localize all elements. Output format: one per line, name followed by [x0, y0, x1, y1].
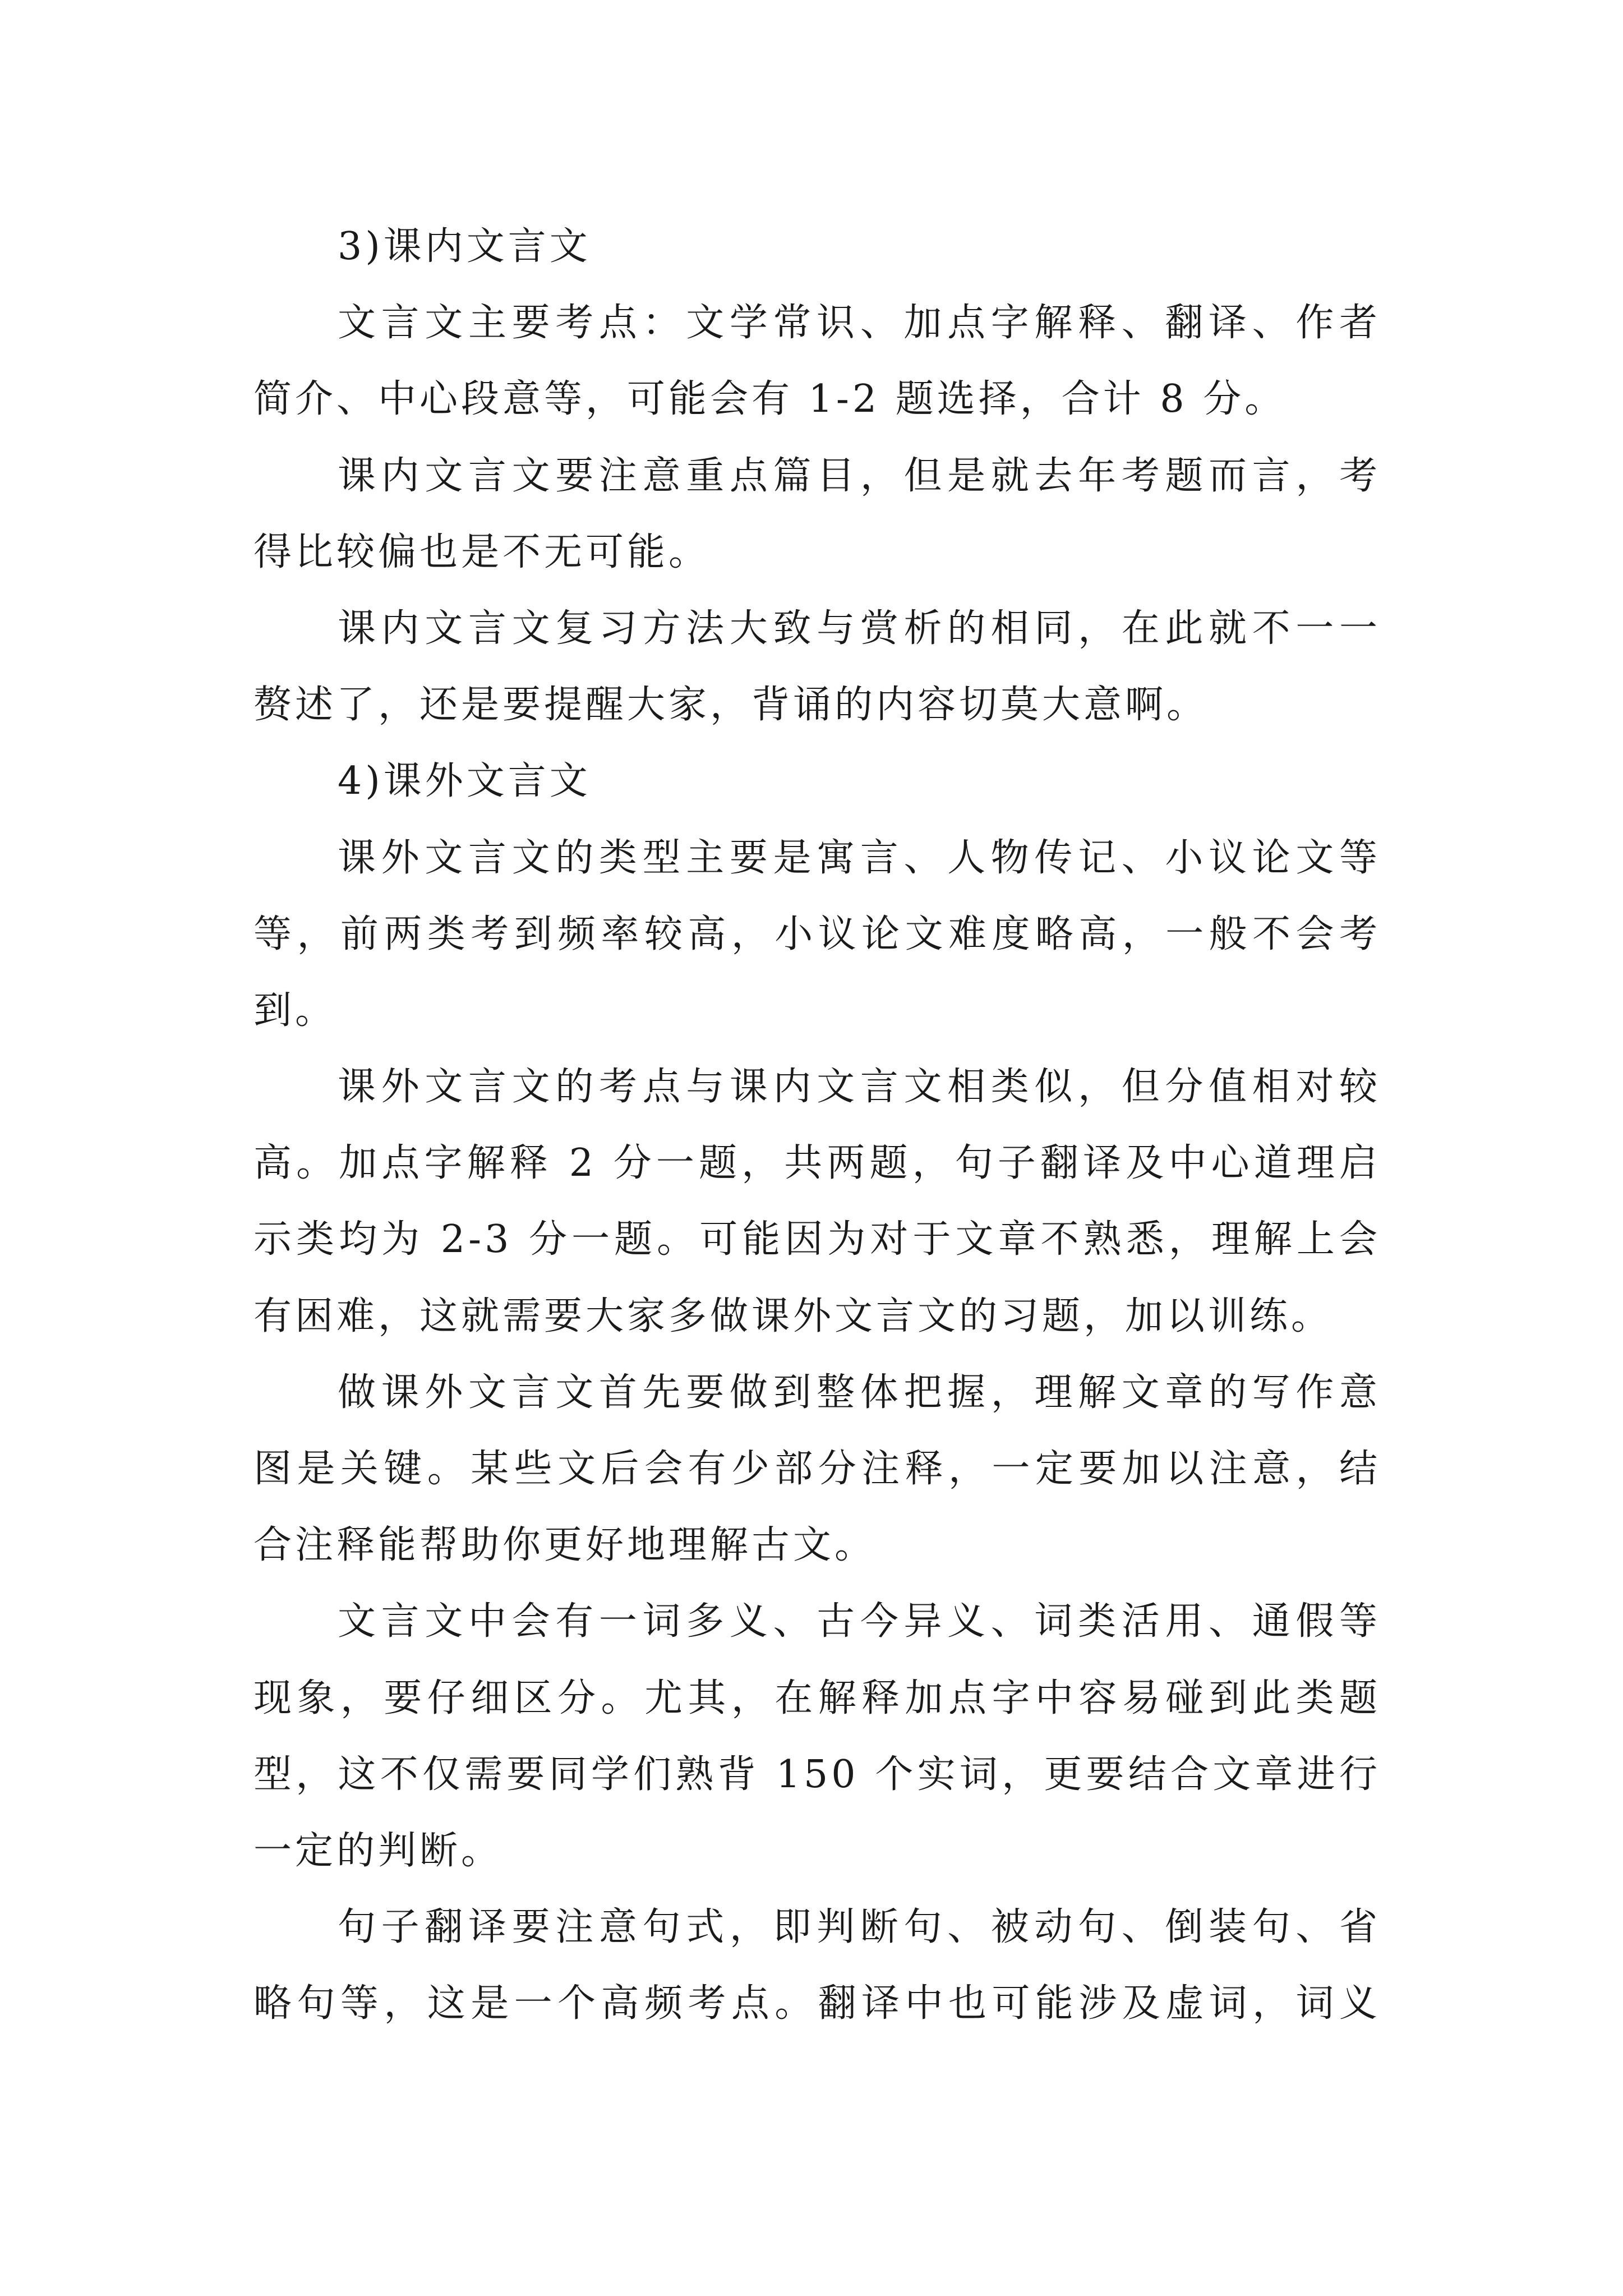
- paragraph: [253, 1584, 1381, 1889]
- heading-kenei-wenyanwen: [253, 209, 1381, 285]
- text-line: 得比较偏也是不无可能。: [253, 530, 711, 574]
- text-line: 课外文言文的类型主要是寓言、人物传记、小议论文等: [338, 835, 1381, 880]
- text-line: 略句等，这是一个高频考点。翻译中也可能涉及虚词，词义: [253, 1981, 1381, 2026]
- text-line: 高。加点字解释 2 分一题，共两题，句子翻译及中心道理启: [253, 1141, 1381, 1186]
- text-line: 文言文中会有一词多义、古今异义、词类活用、通假等: [338, 1599, 1381, 1644]
- text-line: 做课外文言文首先要做到整体把握，理解文章的写作意: [338, 1370, 1381, 1415]
- text-line: 有困难，这就需要大家多做课外文言文的习题，加以训练。: [253, 1294, 1333, 1338]
- paragraph: [253, 438, 1381, 591]
- text-line: 型，这不仅需要同学们熟背 150 个实词，更要结合文章进行: [253, 1752, 1381, 1797]
- paragraph: [253, 1889, 1381, 2042]
- text-line: 文言文主要考点：文学常识、加点字解释、翻译、作者: [338, 301, 1381, 346]
- text-line: 3)课内文言文: [338, 224, 591, 269]
- text-line: 4)课外文言文: [338, 759, 591, 804]
- text-line: 合注释能帮助你更好地理解古文。: [253, 1523, 877, 1568]
- paragraph: [253, 1049, 1381, 1355]
- text-line: 简介、中心段意等，可能会有 1-2 题选择，合计 8 分。: [253, 377, 1287, 422]
- paragraph: [253, 1355, 1381, 1584]
- paragraph: [253, 285, 1381, 438]
- text-line: 课外文言文的考点与课内文言文相类似，但分值相对较: [338, 1065, 1381, 1110]
- text-line: 一定的判断。: [253, 1828, 503, 1873]
- text-line: 赘述了，还是要提醒大家，背诵的内容切莫大意啊。: [253, 683, 1209, 728]
- heading-kewai-wenyanwen: [253, 743, 1381, 820]
- paragraph: [253, 820, 1381, 1050]
- text-line: 图是关键。某些文后会有少部分注释，一定要加以注意，结: [253, 1447, 1381, 1491]
- text-line: 示类均为 2-3 分一题。可能因为对于文章不熟悉，理解上会: [253, 1217, 1381, 1262]
- paragraph: [253, 591, 1381, 743]
- text-line: 课内文言文要注意重点篇目，但是就去年考题而言，考: [338, 453, 1381, 498]
- text-line: 课内文言文复习方法大致与赏析的相同，在此就不一一: [338, 606, 1381, 651]
- document-body: [253, 209, 1381, 2042]
- text-line: 现象，要仔细区分。尤其，在解释加点字中容易碰到此类题: [253, 1676, 1381, 1720]
- text-line: 等，前两类考到频率较高，小议论文难度略高，一般不会考: [253, 912, 1381, 956]
- text-line: 到。: [253, 988, 337, 1033]
- text-line: 句子翻译要注意句式，即判断句、被动句、倒装句、省: [338, 1905, 1381, 1950]
